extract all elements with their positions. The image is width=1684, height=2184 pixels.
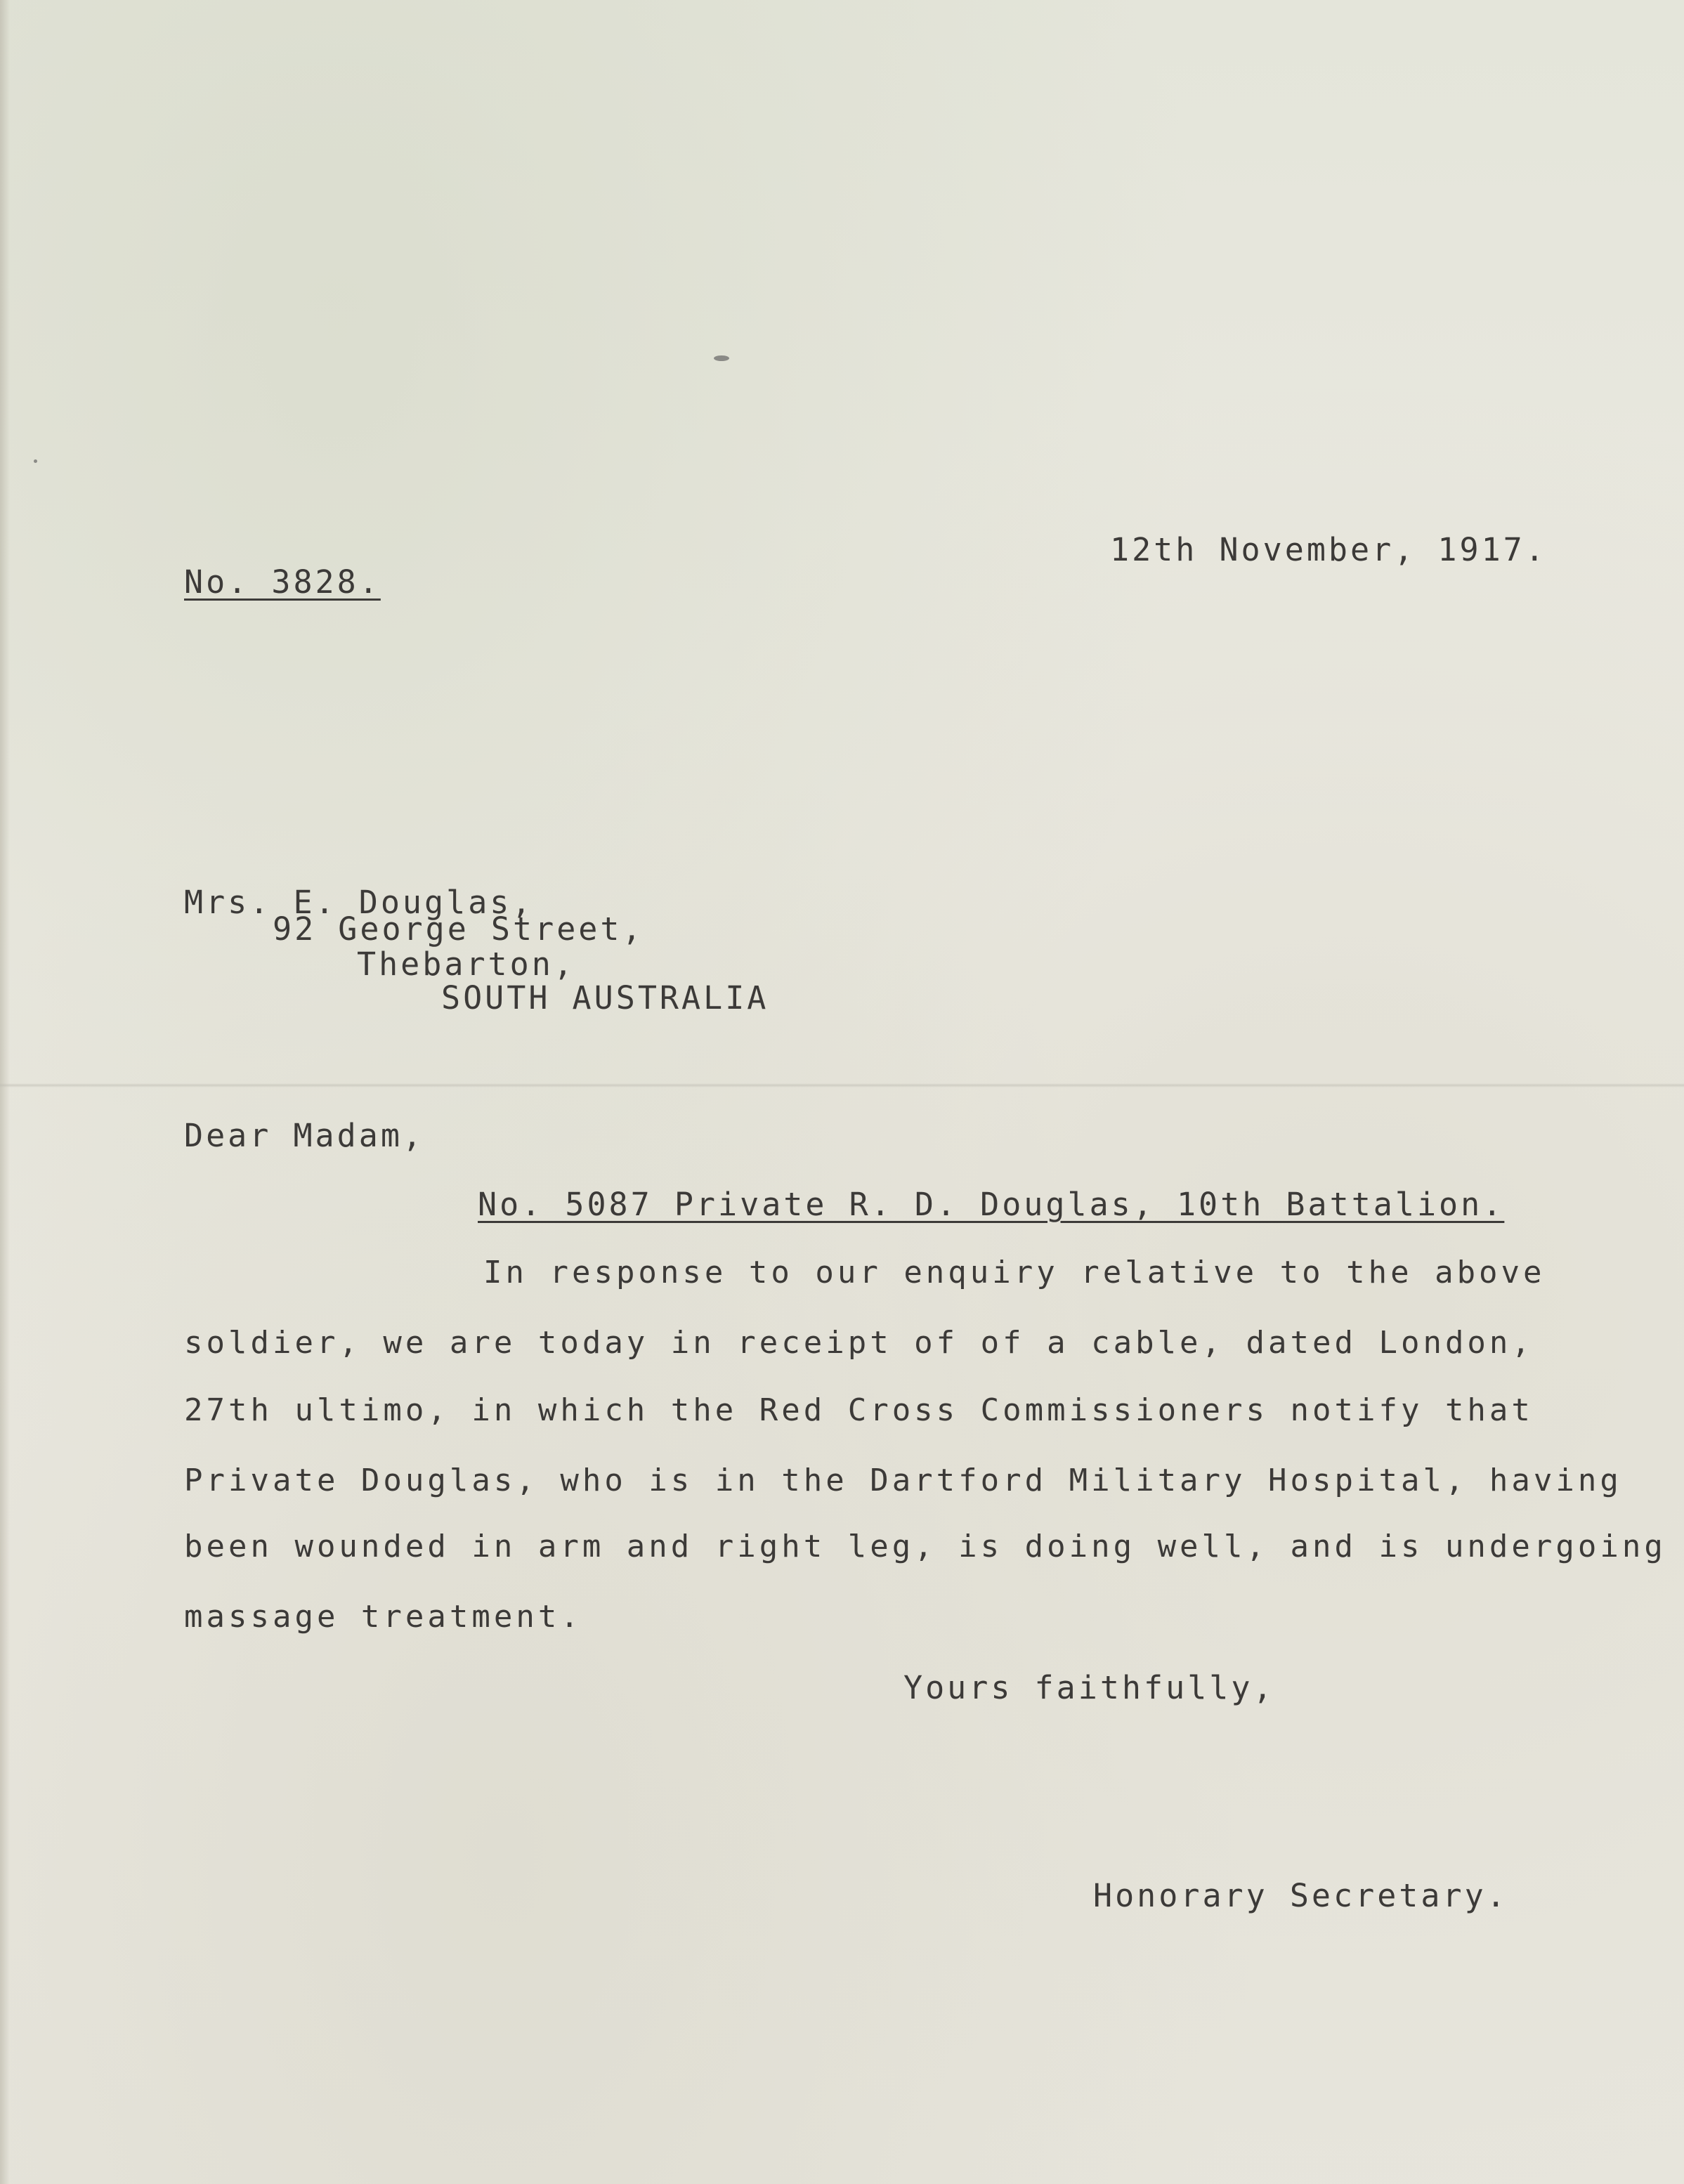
ink-speck	[34, 459, 37, 463]
ink-speck	[714, 355, 729, 361]
letter-date: 12th November, 1917.	[1110, 531, 1547, 568]
paper-fold-crease	[0, 1083, 1684, 1087]
recipient-state: SOUTH AUSTRALIA	[441, 979, 769, 1016]
reference-number: No. 3828.	[184, 563, 381, 601]
recipient-name: Mrs. E. Douglas,	[184, 884, 534, 921]
recipient-suburb: Thebarton,	[357, 946, 575, 983]
body-line: 27th ultimo, in which the Red Cross Commissioners notify that	[184, 1392, 1534, 1428]
body-line: soldier, we are today in receipt of of a cable, dated London,	[184, 1325, 1534, 1361]
salutation: Dear Madam,	[184, 1117, 425, 1154]
body-line: massage treatment.	[184, 1599, 582, 1635]
body-line: In response to our enquiry relative to the above	[483, 1255, 1546, 1290]
recipient-street: 92 George Street,	[273, 910, 644, 948]
body-line: Private Douglas, who is in the Dartford Military Hospital, having	[184, 1463, 1622, 1498]
paper-edge-shadow	[0, 0, 10, 2184]
closing: Yours faithfully,	[903, 1669, 1275, 1706]
body-line: been wounded in arm and right leg, is doing well, and is undergoing	[184, 1529, 1666, 1564]
signatory-title: Honorary Secretary.	[1093, 1877, 1508, 1914]
subject-line: No. 5087 Private R. D. Douglas, 10th Battalion.	[478, 1186, 1505, 1223]
